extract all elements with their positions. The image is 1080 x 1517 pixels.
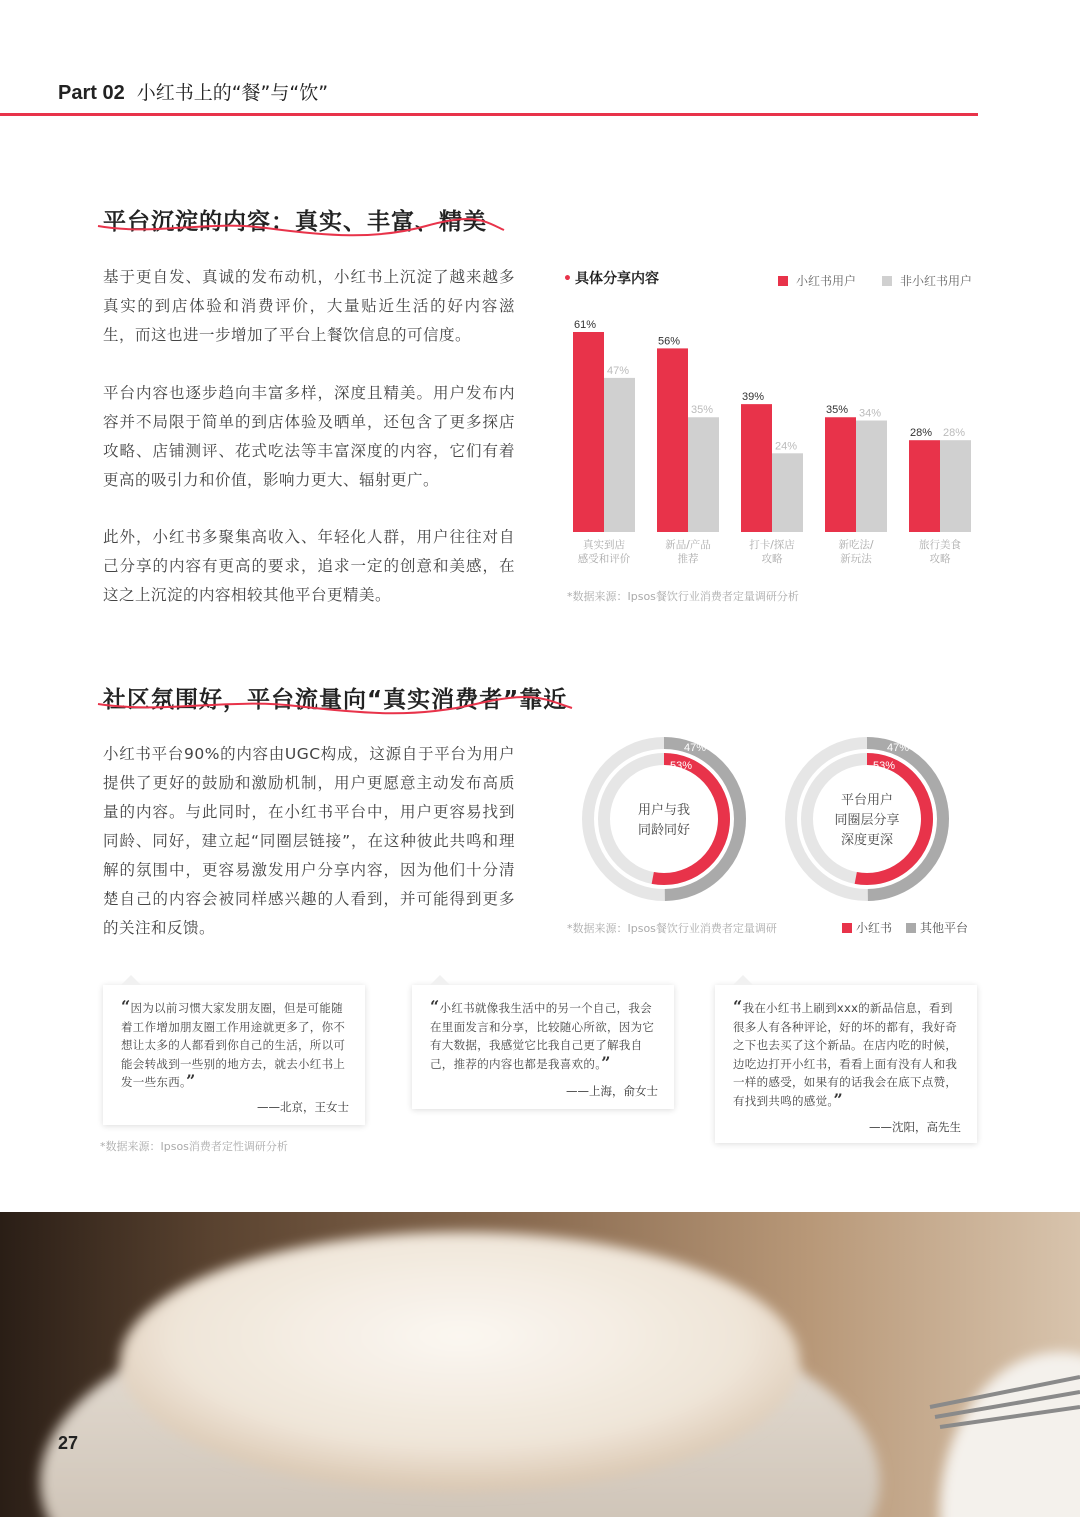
section1-paragraph-2: 平台内容也逐步趋向丰富多样，深度且精美。用户发布内容并不局限于简单的到店体验及晒单，还包含了更多探店攻略、店铺测评、花式吃法等丰富深度的内容，它们有着更高的吸引力和价值，影响力更大、辐射更广。 xyxy=(103,384,515,489)
bar-value-label: 39% xyxy=(742,391,765,404)
category-tick-label: 攻略 xyxy=(929,553,951,565)
bar-xhs-1 xyxy=(657,348,688,532)
section1-swoosh xyxy=(96,214,508,240)
donut-gray-label: 47% xyxy=(887,742,910,754)
quote-source: *数据来源：Ipsos消费者定性调研分析 xyxy=(100,1140,288,1153)
bar-other-4 xyxy=(940,440,971,532)
category-tick-label: 旅行美食 xyxy=(919,539,961,551)
quote-card xyxy=(412,985,674,1109)
donut-chart-age-peers xyxy=(580,735,748,903)
quote-notch xyxy=(430,975,450,985)
donut-legend-swatch-gray xyxy=(906,923,916,933)
part-label: Part 02 xyxy=(58,82,125,104)
donut-gray-label: 47% xyxy=(684,742,707,754)
part-title: 小红书上的“餐”与“饮” xyxy=(136,82,329,104)
quote-author: ——北京，王女士 xyxy=(257,1100,349,1114)
category-tick-label: 推荐 xyxy=(677,553,699,565)
bar-value-label: 28% xyxy=(910,427,933,440)
close-quote-icon: ” xyxy=(833,1089,843,1109)
bar-other-2 xyxy=(772,453,803,532)
bar-value-label: 28% xyxy=(943,427,966,440)
bar-value-label: 35% xyxy=(691,404,714,417)
bar-xhs-2 xyxy=(741,404,772,532)
bar-value-label: 35% xyxy=(826,404,849,417)
bar-other-3 xyxy=(856,421,887,532)
legend-swatch-red xyxy=(778,276,788,286)
category-tick-label: 真实到店 xyxy=(583,539,625,551)
donut-center-text: 同龄同好 xyxy=(637,823,691,838)
category-tick-label: 新品/产品 xyxy=(665,539,711,551)
section1-paragraph-3: 此外，小红书多聚集高收入、年轻化人群，用户往往对自己分享的内容有更高的要求，追求一定的创意和美感，在这之上沉淀的内容相较其他平台更精美。 xyxy=(103,528,515,604)
bar-value-label: 24% xyxy=(775,440,798,453)
bar-xhs-4 xyxy=(909,440,940,532)
donut-center-text: 平台用户 xyxy=(840,793,894,808)
bar-value-label: 56% xyxy=(658,335,681,348)
quote-notch xyxy=(121,975,141,985)
donut-legend-swatch-red xyxy=(842,923,852,933)
quote-notch xyxy=(733,975,753,985)
category-tick-label: 打卡/探店 xyxy=(749,539,795,551)
bar-value-label: 34% xyxy=(859,407,882,420)
open-quote-icon: “ xyxy=(733,997,743,1016)
donut-legend-gray: 其他平台 xyxy=(906,919,968,936)
bar-xhs-0 xyxy=(573,332,604,532)
donut-chart-circle-sharing xyxy=(783,735,951,903)
quote-card xyxy=(103,985,365,1125)
chart-source: *数据来源：Ipsos餐饮行业消费者定量调研分析 xyxy=(567,590,799,603)
category-tick-label: 新玩法 xyxy=(840,553,872,565)
coffee-cup-photo xyxy=(0,1212,1080,1517)
quote-author: ——沈阳，高先生 xyxy=(869,1120,961,1134)
bar-other-1 xyxy=(688,417,719,532)
donut-center-text: 同圈层分享 xyxy=(834,813,900,828)
section2-paragraph: 小红书平台90%的内容由UGC构成，这源自于平台为用户提供了更好的鼓励和激励机制，用户更愿意主动发布高质量的内容。与此同时，在小红书平台中，用户更容易找到同龄、同好，建立起“同圈层链接”，在这种彼此共鸣和理解的氛围中，更容易激发用户分享内容，因为他们十分清楚自己的内容会被同样感兴趣的人看到，并可能得到更多的关注和反馈。 xyxy=(103,745,515,937)
legend-series-2: 非小红书用户 xyxy=(882,272,972,289)
category-tick-label: 攻略 xyxy=(761,553,783,565)
donut-red-label: 53% xyxy=(873,760,896,772)
legend-swatch-gray xyxy=(882,276,892,286)
legend-series-1: 小红书用户 xyxy=(778,272,856,289)
quote-author: ——上海，俞女士 xyxy=(566,1084,658,1098)
quote-card xyxy=(715,985,977,1143)
quote-text: “小红书就像我生活中的另一个自己，我会在里面发言和分享，比较随心所欲，因为它有大数据，我感觉它比我自己更了解我自己，推荐的内容也都是我喜欢的。” xyxy=(430,997,655,1072)
page-number: 27 xyxy=(58,1433,79,1453)
bar-value-label: 47% xyxy=(607,364,630,377)
section1-title: 平台沉淀的内容：真实、丰富、精美 xyxy=(103,209,487,235)
donut-source: *数据来源：Ipsos餐饮行业消费者定量调研 xyxy=(567,922,777,935)
donut-red-label: 53% xyxy=(670,760,693,772)
bar-other-0 xyxy=(604,378,635,532)
category-tick-label: 新吃法/ xyxy=(838,539,874,551)
open-quote-icon: “ xyxy=(430,997,440,1016)
quote-text: “我在小红书上刷到xxx的新品信息，看到很多人有各种评论，好的坏的都有，我好奇之下也去买了这个新品。在店内吃的时候，边吃边打开小红书，看看上面有没有人和我一样的感受，如果有的话我会在底下点赞，有找到共鸣的感觉。” xyxy=(733,997,958,1109)
chart-title: • 具体分享内容 xyxy=(563,271,659,287)
donut-legend-red: 小红书 xyxy=(842,919,892,936)
bar-xhs-3 xyxy=(825,417,856,532)
coffee-cup-illustration xyxy=(0,1212,1080,1517)
section2-title: 社区氛围好，平台流量向“真实消费者”靠近 xyxy=(103,687,568,713)
open-quote-icon: “ xyxy=(121,997,131,1016)
bar-value-label: 61% xyxy=(574,319,597,331)
quote-text: “因为以前习惯大家发朋友圈，但是可能随着工作增加朋友圈工作用途就更多了，你不想让太多的人都看到你自己的生活，所以可能会转战到一些别的地方去，就去小红书上发一些东西。” xyxy=(121,997,346,1090)
section1-paragraph-1: 基于更自发、真诚的发布动机，小红书上沉淀了越来越多真实的到店体验和消费评价，大量贴近生活的好内容滋生，而这也进一步增加了平台上餐饮信息的可信度。 xyxy=(103,268,515,344)
donut-center-text: 用户与我 xyxy=(637,803,691,818)
page-header xyxy=(58,78,328,105)
donut-center-text: 深度更深 xyxy=(840,833,894,848)
header-rule xyxy=(0,113,978,116)
section2-swoosh xyxy=(96,692,576,718)
donut-red-arc xyxy=(653,759,724,879)
close-quote-icon: ” xyxy=(186,1071,196,1090)
category-tick-label: 感受和评价 xyxy=(577,553,631,565)
close-quote-icon: ” xyxy=(601,1052,611,1072)
bar-chart xyxy=(560,318,980,574)
